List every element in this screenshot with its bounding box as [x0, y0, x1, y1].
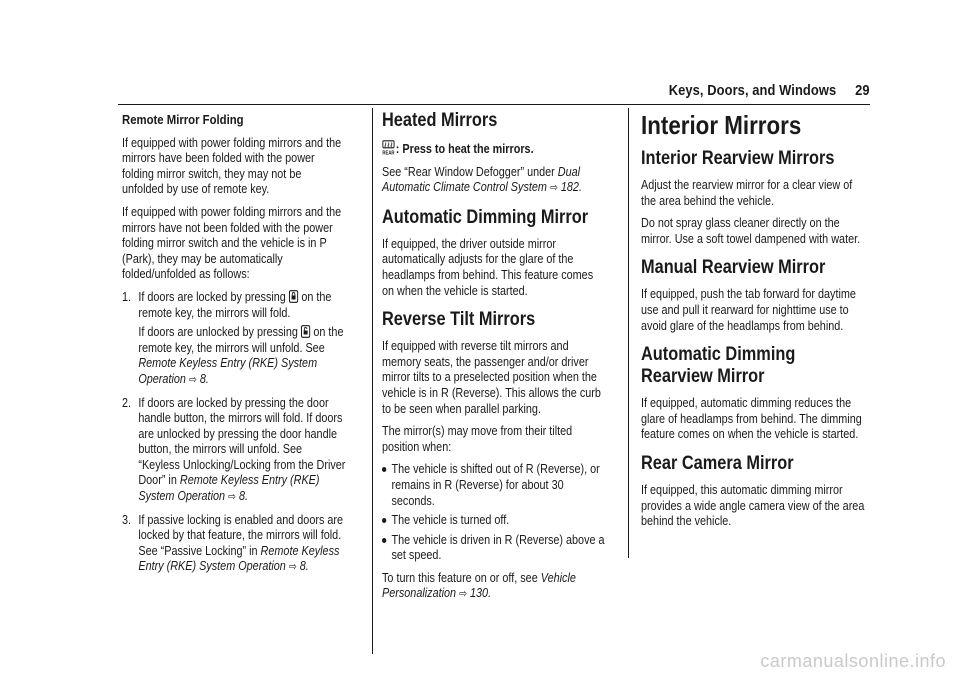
rear-camera-mirror-heading: Rear Camera Mirror: [641, 452, 794, 474]
automatic-dimming-mirror-heading: Automatic Dimming Mirror: [382, 206, 589, 228]
paragraph: See “Rear Window Defogger” under Dual Automatic Climate Control System ⇨ 182.: [382, 164, 582, 195]
bullet-list: [382, 462, 606, 564]
lock-icon: [289, 290, 298, 303]
manual-rearview-mirror-heading: Manual Rearview Mirror: [641, 257, 826, 279]
cross-reference[interactable]: Dual Automatic Climate Control System: [382, 164, 581, 195]
page-reference[interactable]: 130.: [470, 586, 492, 601]
watermark: carmanualsonline.info: [760, 651, 946, 671]
numbered-list: [122, 290, 346, 576]
paragraph: Do not spray glass cleaner directly on the mirror. Use a soft towel dampened with water.: [641, 216, 861, 246]
cross-reference[interactable]: Vehicle Personalization: [382, 570, 576, 601]
list-item: 3. If passive locking is enabled and doors are locked by that feature, the mirrors will fold. See “Passive Locking” in Remote Keyless Entry (RKE) System Operation ⇨ 8.: [122, 512, 344, 574]
paragraph: If equipped with power folding mirrors and the mirrors have not been folded with the power folding mirror switch and the vehicle is in P (Park), they may be automatically folded/unfolded as follows:: [122, 204, 342, 282]
section-title: Keys, Doors, and Windows: [669, 82, 837, 99]
paragraph: If equipped with reverse tilt mirrors and memory seats, the passenger and/or driver mirror tilts to a preselected position when the vehicle is in R (Reverse). This allows the curb to be seen when parallel parking.: [382, 339, 601, 416]
page-reference[interactable]: 8.: [199, 371, 209, 386]
list-item: 2. If doors are locked by pressing the door handle button, the mirrors will fold. If doors are unlocked by pressing the door handle button, the mirrors will unfold. See “Keyless Unlocking/Locking from the Driver Door” in Remote Keyless Entry (RKE) System Operation ⇨ 8.: [122, 395, 346, 504]
paragraph: REAR : Press to heat the mirrors.: [382, 142, 534, 156]
unlock-icon: [301, 325, 310, 338]
paragraph: If equipped, automatic dimming reduces the glare of headlamps from behind. The dimming feature comes on when the vehicle is started.: [641, 396, 862, 442]
page-reference[interactable]: 8.: [299, 559, 309, 574]
paragraph: To turn this feature on or off, see Vehicle Personalization ⇨ 130.: [382, 570, 576, 601]
rear-defog-icon: [382, 140, 396, 155]
svg-text:REAR: REAR: [382, 150, 395, 155]
page-number: 29: [855, 82, 870, 99]
automatic-dimming-rearview-mirror-heading: Automatic Dimming Rearview Mirror: [641, 344, 796, 388]
column-divider-2: [628, 108, 629, 558]
page-ref-arrow-icon: ⇨: [459, 588, 467, 601]
column-1: [122, 108, 346, 583]
page-ref-arrow-icon: ⇨: [549, 182, 558, 195]
list-item: 1. If doors are locked by pressing on the remote key, the mirrors will fold. If doors are unlocked by pressing on the remote key, the mirrors will unfold. See Remote Keyless Entry (RKE) System Operation ⇨ 8.: [122, 289, 344, 386]
page-ref-arrow-icon: ⇨: [288, 561, 297, 574]
page-ref-arrow-icon: ⇨: [188, 373, 197, 386]
list-item: The vehicle is shifted out of R (Reverse), or remains in R (Reverse) for about 30 seconds.: [382, 462, 606, 509]
cross-reference[interactable]: Remote Keyless Entry (RKE) System Operation: [138, 356, 318, 386]
column-3: [641, 108, 870, 537]
page-reference[interactable]: 182.: [560, 180, 582, 195]
page-ref-arrow-icon: ⇨: [228, 491, 236, 504]
list-item: The vehicle is driven in R (Reverse) above a set speed.: [382, 533, 606, 564]
running-head: [669, 82, 870, 99]
cross-reference[interactable]: Remote Keyless Entry (RKE) System Operation: [138, 473, 320, 504]
page-reference[interactable]: 8.: [238, 489, 249, 504]
interior-rearview-mirrors-heading: Interior Rearview Mirrors: [641, 148, 835, 169]
heated-mirrors-heading: Heated Mirrors: [382, 110, 498, 131]
column-2: [382, 108, 606, 610]
paragraph: The mirror(s) may move from their tilted position when:: [382, 424, 573, 454]
paragraph: If equipped, push the tab forward for daytime use and pull it rearward for nighttime use to avoid glare of the headlamps from behind.: [641, 287, 856, 333]
paragraph: If equipped, this automatic dimming mirror provides a wide angle camera view of the area behind the vehicle.: [641, 482, 865, 529]
paragraph: If equipped, the driver outside mirror automatically adjusts for the glare of the headlamps from behind. This feature comes on when the vehicle is started.: [382, 236, 594, 298]
reverse-tilt-mirrors-heading: Reverse Tilt Mirrors: [382, 309, 536, 331]
cross-reference[interactable]: Remote Keyless Entry (RKE) System Operation: [138, 543, 340, 574]
interior-mirrors-heading: Interior Mirrors: [641, 110, 802, 140]
paragraph: Adjust the rearview mirror for a clear view of the area behind the vehicle.: [641, 178, 853, 208]
remote-mirror-folding-heading: Remote Mirror Folding: [122, 112, 244, 127]
paragraph: If equipped with power folding mirrors and the mirrors have been folded with the power folding mirror switch, they may not be unfolded by use of remote key.: [122, 135, 342, 197]
header-rule: [118, 104, 870, 105]
list-item: The vehicle is turned off.: [382, 513, 606, 529]
column-divider-1: [372, 108, 373, 654]
